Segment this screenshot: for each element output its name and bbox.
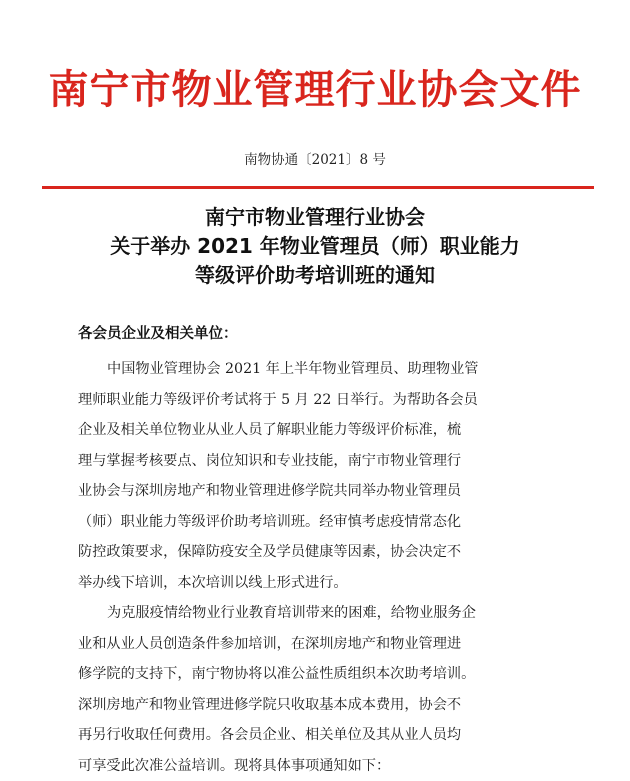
text-line: 业和从业人员创造条件参加培训，在深圳房地产和物业管理进 <box>78 629 552 660</box>
text-line: 可享受此次准公益培训。现将具体事项通知如下： <box>78 751 552 781</box>
text-line: 修学院的支持下，南宁物协将以准公益性质组织本次助考培训。 <box>78 659 552 690</box>
salutation: 各会员企业及相关单位： <box>78 322 238 343</box>
notice-title <box>0 203 630 290</box>
text-line: 理师职业能力等级评价考试将于 5 月 22 日举行。为帮助各会员 <box>78 385 552 416</box>
text-line: 举办线下培训，本次培训以线上形式进行。 <box>78 568 552 599</box>
red-divider-line <box>42 186 594 189</box>
text-line: （师）职业能力等级评价助考培训班。经审慎考虑疫情常态化 <box>78 507 552 538</box>
notice-title-line: 等级评价助考培训班的通知 <box>0 261 630 290</box>
text-line: 深圳房地产和物业管理进修学院只收取基本成本费用，协会不 <box>78 690 552 721</box>
text-line: 再另行收取任何费用。各会员企业、相关单位及其从业人员均 <box>78 720 552 751</box>
paragraph-2 <box>78 598 552 781</box>
text-line: 防控政策要求，保障防疫安全及学员健康等因素，协会决定不 <box>78 537 552 568</box>
notice-title-line: 关于举办 2021 年物业管理员（师）职业能力 <box>0 232 630 261</box>
document-number: 南物协通〔2021〕8 号 <box>0 148 630 168</box>
paragraph-1 <box>78 354 552 598</box>
text-line: 业协会与深圳房地产和物业管理进修学院共同举办物业管理员 <box>78 476 552 507</box>
notice-title-line: 南宁市物业管理行业协会 <box>0 203 630 232</box>
text-line: 中国物业管理协会 2021 年上半年物业管理员、助理物业管 <box>78 354 552 385</box>
text-line: 为克服疫情给物业行业教育培训带来的困难，给物业服务企 <box>78 598 552 629</box>
text-line: 企业及相关单位物业从业人员了解职业能力等级评价标准，梳 <box>78 415 552 446</box>
document-header-title: 南宁市物业管理行业协会文件 <box>0 58 630 115</box>
text-line: 理与掌握考核要点、岗位知识和专业技能，南宁市物业管理行 <box>78 446 552 477</box>
